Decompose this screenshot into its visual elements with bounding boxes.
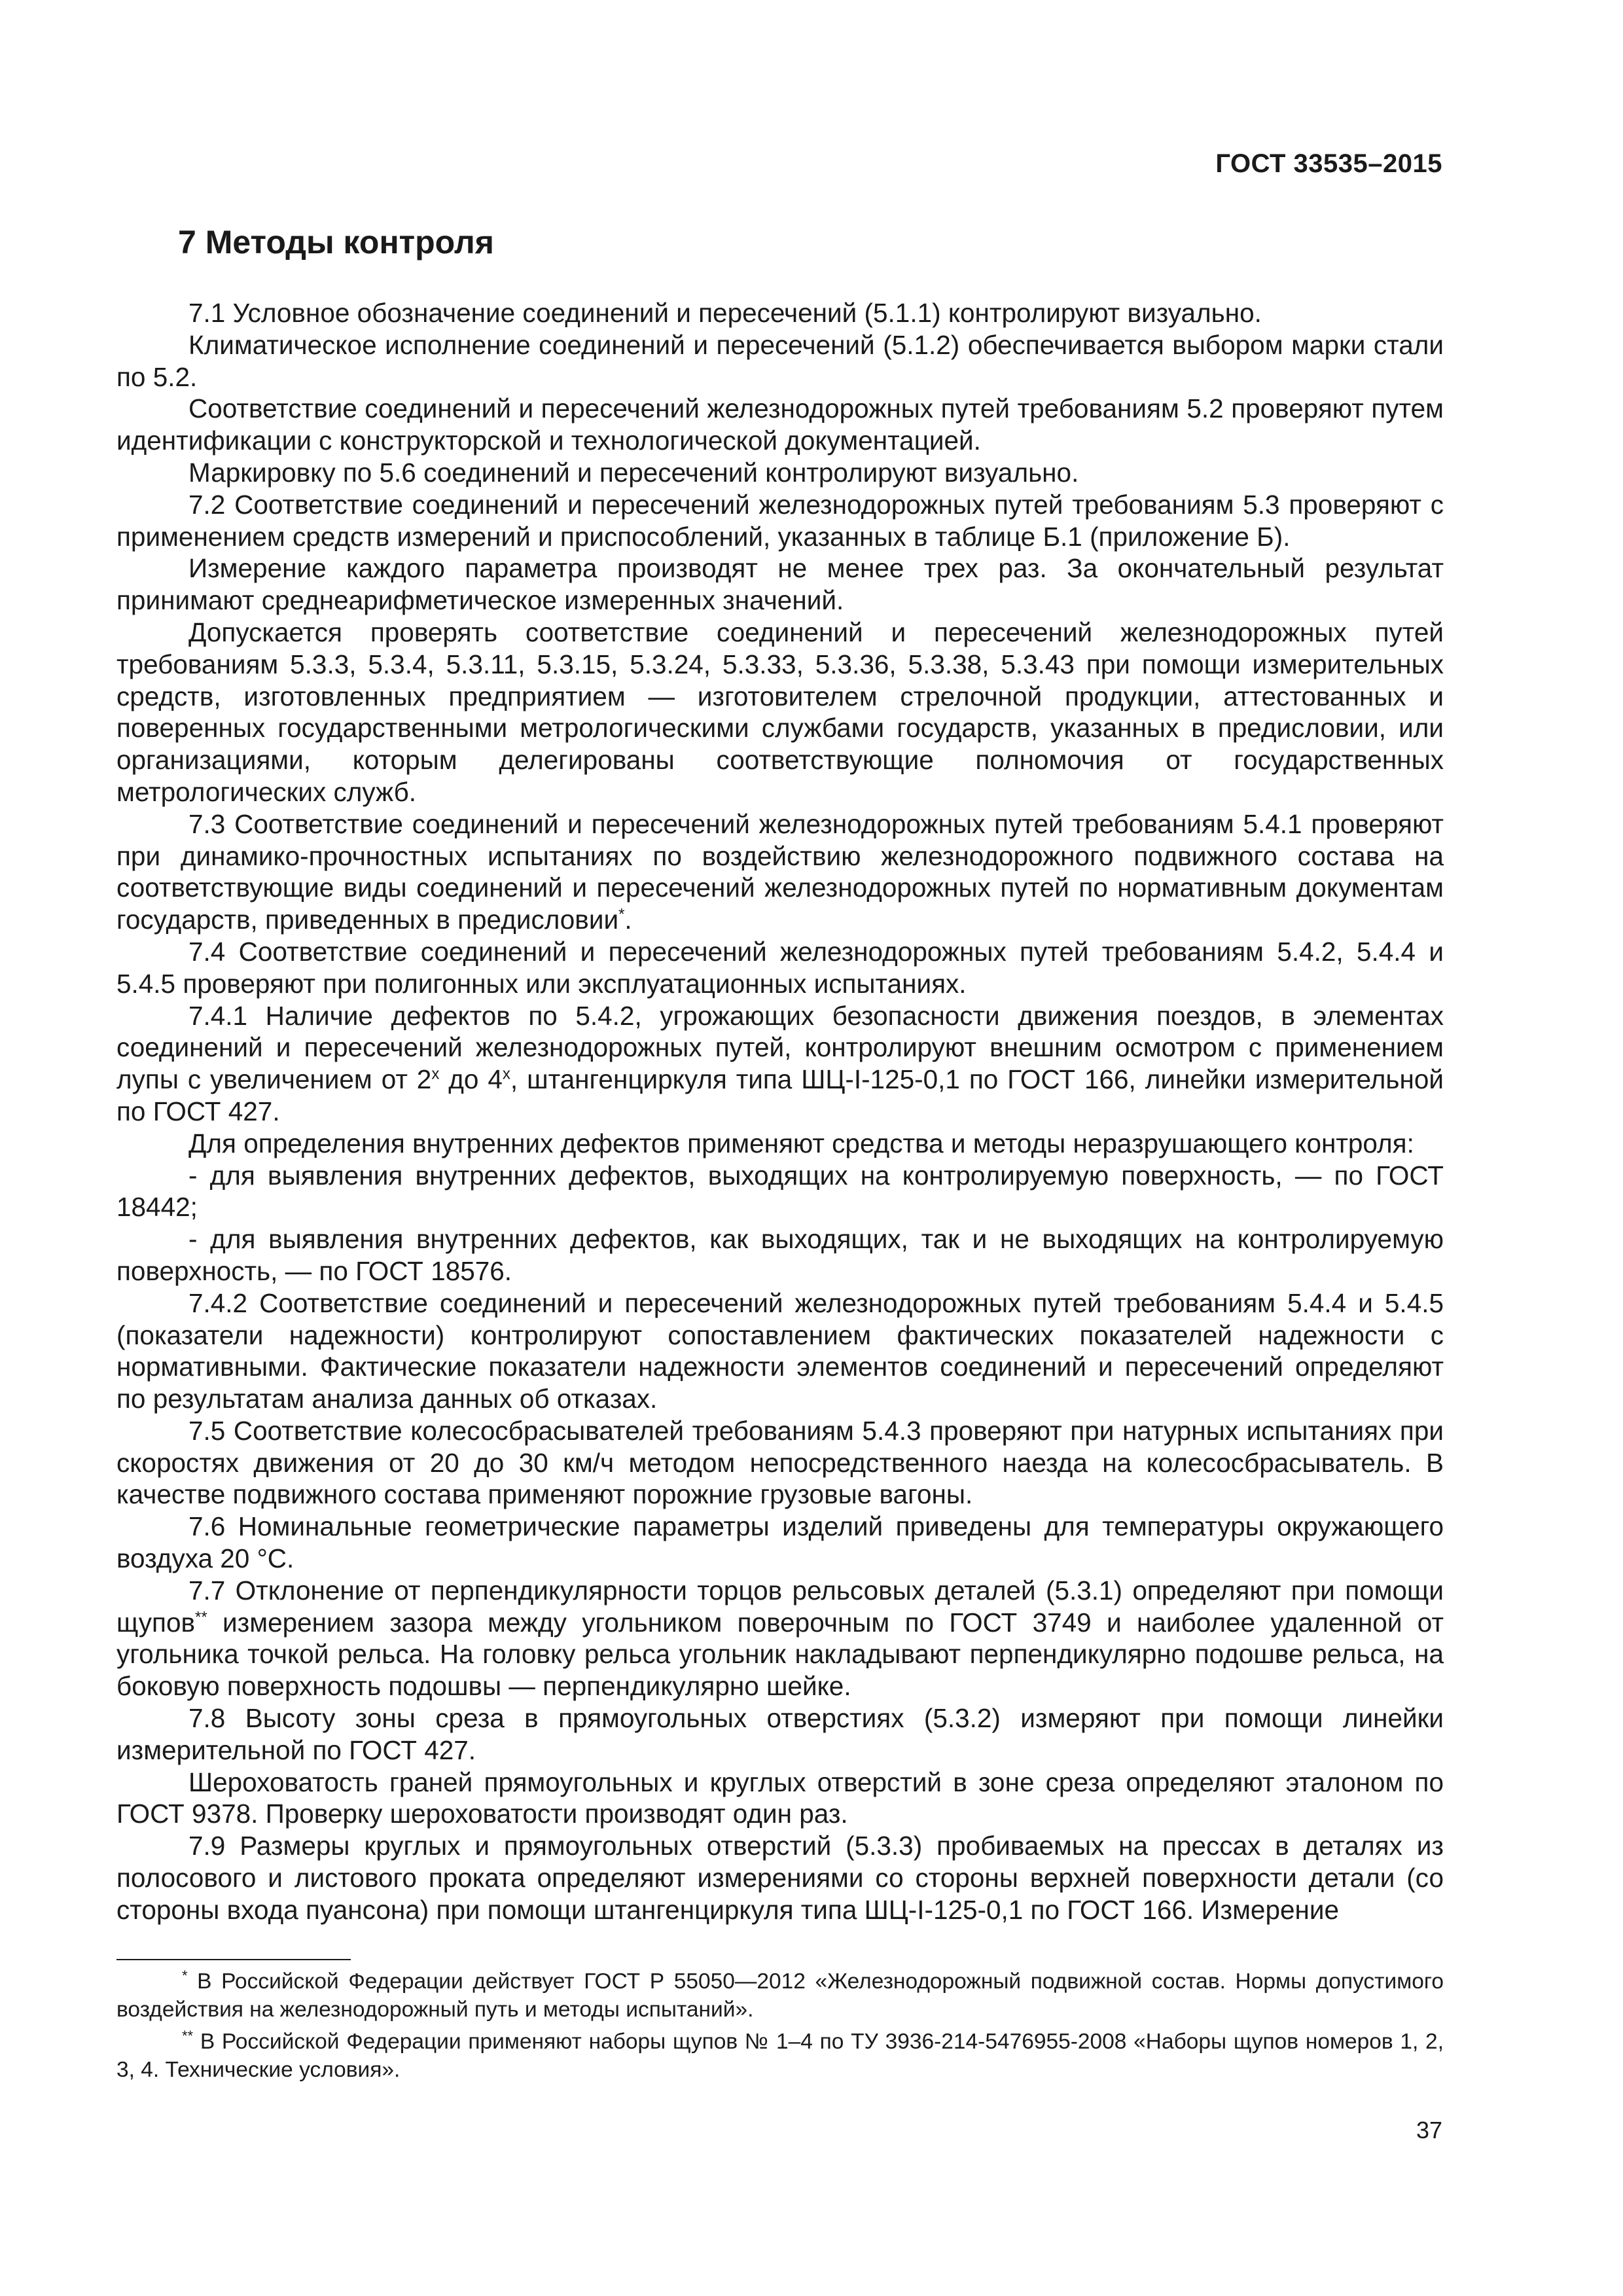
footnote-ref-2: ** xyxy=(195,1608,207,1626)
document-standard-header: ГОСТ 33535–2015 xyxy=(1215,149,1442,178)
footnote-ref-1: * xyxy=(618,905,625,924)
page-number: 37 xyxy=(1416,2117,1442,2144)
superscript-x: х xyxy=(502,1065,510,1083)
section-title: 7 Методы контроля xyxy=(178,224,494,260)
footnote: * В Российской Федерации действует ГОСТ Р 55050—2012 «Железнодорожный подвижной состав. Нормы допустимого воздействия на железнодорожный путь и методы испытаний». xyxy=(116,1967,1444,2022)
footnote-mark: * xyxy=(182,1967,188,1984)
body-text xyxy=(116,297,1444,1926)
paragraph: Климатическое исполнение соединений и пересечений (5.1.2) обеспечивается выбором марки стали по 5.2. xyxy=(116,329,1444,392)
paragraph: 7.1 Условное обозначение соединений и пересечений (5.1.1) контролируют визуально. xyxy=(188,298,1262,328)
paragraph: 7.2 Соответствие соединений и пересечений железнодорожных путей требованиям 5.3 проверяют с применением средств измерений и приспособлений, указанных в таблице Б.1 (приложение Б). xyxy=(116,489,1444,552)
paragraph: 7.6 Номинальные геометрические параметры изделий приведены для температуры окружающего воздуха 20 °С. xyxy=(116,1511,1444,1574)
page-content xyxy=(116,223,1444,1926)
paragraph: 7.4.2 Соответствие соединений и пересечений железнодорожных путей требованиям 5.4.4 и 5.4.5 (показатели надежности) контролируют сопоставлением фактических показателей надежности с нормативными. Фактические показатели надежности элементов соединений и пересечений определяют по результатам анализа данных об отказах. xyxy=(116,1287,1444,1414)
paragraph: 7.7 Отклонение от перпендикулярности торцов рельсовых деталей (5.3.1) определяют при помощи щупов** измерением зазора между угольником поверочным по ГОСТ 3749 и наиболее удаленной от угольника точкой рельса. На головку рельса угольник накладывают перпендикулярно подошве рельса, на боковую поверхность подошвы — перпендикулярно шейке. xyxy=(116,1575,1444,1702)
list-item: - для выявления внутренних дефектов, как выходящих, так и не выходящих на контролируемую поверхность, — по ГОСТ 18576. xyxy=(116,1224,1444,1286)
superscript-x: х xyxy=(431,1065,440,1083)
paragraph: 7.8 Высоту зоны среза в прямоугольных отверстиях (5.3.2) измеряют при помощи линейки измерительной по ГОСТ 427. xyxy=(116,1703,1444,1765)
footnote: ** В Российской Федерации применяют наборы щупов № 1–4 по ТУ 3936-214-5476955-2008 «Наборы щупов номеров 1, 2, 3, 4. Технические условия». xyxy=(116,2027,1444,2082)
footnote-mark: ** xyxy=(182,2027,194,2044)
paragraph: Шероховатость граней прямоугольных и круглых отверстий в зоне среза определяют эталоном по ГОСТ 9378. Проверку шероховатости производят один раз. xyxy=(116,1767,1444,1829)
paragraph: Для определения внутренних дефектов применяют средства и методы неразрушающего контроля: xyxy=(188,1128,1414,1158)
paragraph: 7.4 Соответствие соединений и пересечений железнодорожных путей требованиям 5.4.2, 5.4.4 и 5.4.5 проверяют при полигонных или эксплуатационных испытаниях. xyxy=(116,936,1444,999)
footnote-divider xyxy=(116,1959,351,1960)
paragraph: Маркировку по 5.6 соединений и пересечений контролируют визуально. xyxy=(188,457,1079,488)
paragraph: 7.4.1 Наличие дефектов по 5.4.2, угрожающих безопасности движения поездов, в элементах соединений и пересечений железнодорожных путей, контролируют внешним осмотром с применением лупы с увеличением от $2^х$ до $4^х$, штангенциркуля типа ШЦ-I-125-0,1 по ГОСТ 166, линейки измерительной по ГОСТ 427. xyxy=(116,1000,1444,1126)
footnotes xyxy=(116,1967,1444,2088)
list-item: - для выявления внутренних дефектов, выходящих на контролируемую поверхность, — по ГОСТ 18442; xyxy=(116,1160,1444,1223)
paragraph: Допускается проверять соответствие соединений и пересечений железнодорожных путей требованиям 5.3.3, 5.3.4, 5.3.11, 5.3.15, 5.3.24, 5.3.33, 5.3.36, 5.3.38, 5.3.43 при помощи измерительных средств, изготовленных предприятием — изготовителем стрелочной продукции, аттестованных и поверенных государственными метрологическими службами государств, указанных в предисловии, или организациями, которым делегированы соответствующие полномочия от государственных метрологических служб. xyxy=(116,617,1444,807)
paragraph: 7.5 Соответствие колесосбрасывателей требованиям 5.4.3 проверяют при натурных испытаниях при скоростях движения от 20 до 30 км/ч методом непосредственного наезда на колесосбрасыватель. В качестве подвижного состава применяют порожние грузовые вагоны. xyxy=(116,1415,1444,1510)
paragraph: Соответствие соединений и пересечений железнодорожных путей требованиям 5.2 проверяют путем идентификации с конструкторской и технологической документацией. xyxy=(116,393,1444,456)
paragraph: 7.3 Соответствие соединений и пересечений железнодорожных путей требованиям 5.4.1 проверяют при динамико-прочностных испытаниях по воздействию железнодорожного подвижного состава на соответствующие виды соединений и пересечений железнодорожных путей по нормативным документам государств, приведенных в предисловии*. xyxy=(116,808,1444,935)
paragraph: 7.9 Размеры круглых и прямоугольных отверстий (5.3.3) пробиваемых на прессах в деталях из полосового и листового проката определяют измерениями со стороны верхней поверхности детали (со стороны входа пуансона) при помощи штангенциркуля типа ШЦ-I-125-0,1 по ГОСТ 166. Измерение xyxy=(116,1831,1444,1925)
paragraph: Измерение каждого параметра производят не менее трех раз. За окончательный результат принимают среднеарифметическое измеренных значений. xyxy=(116,553,1444,616)
